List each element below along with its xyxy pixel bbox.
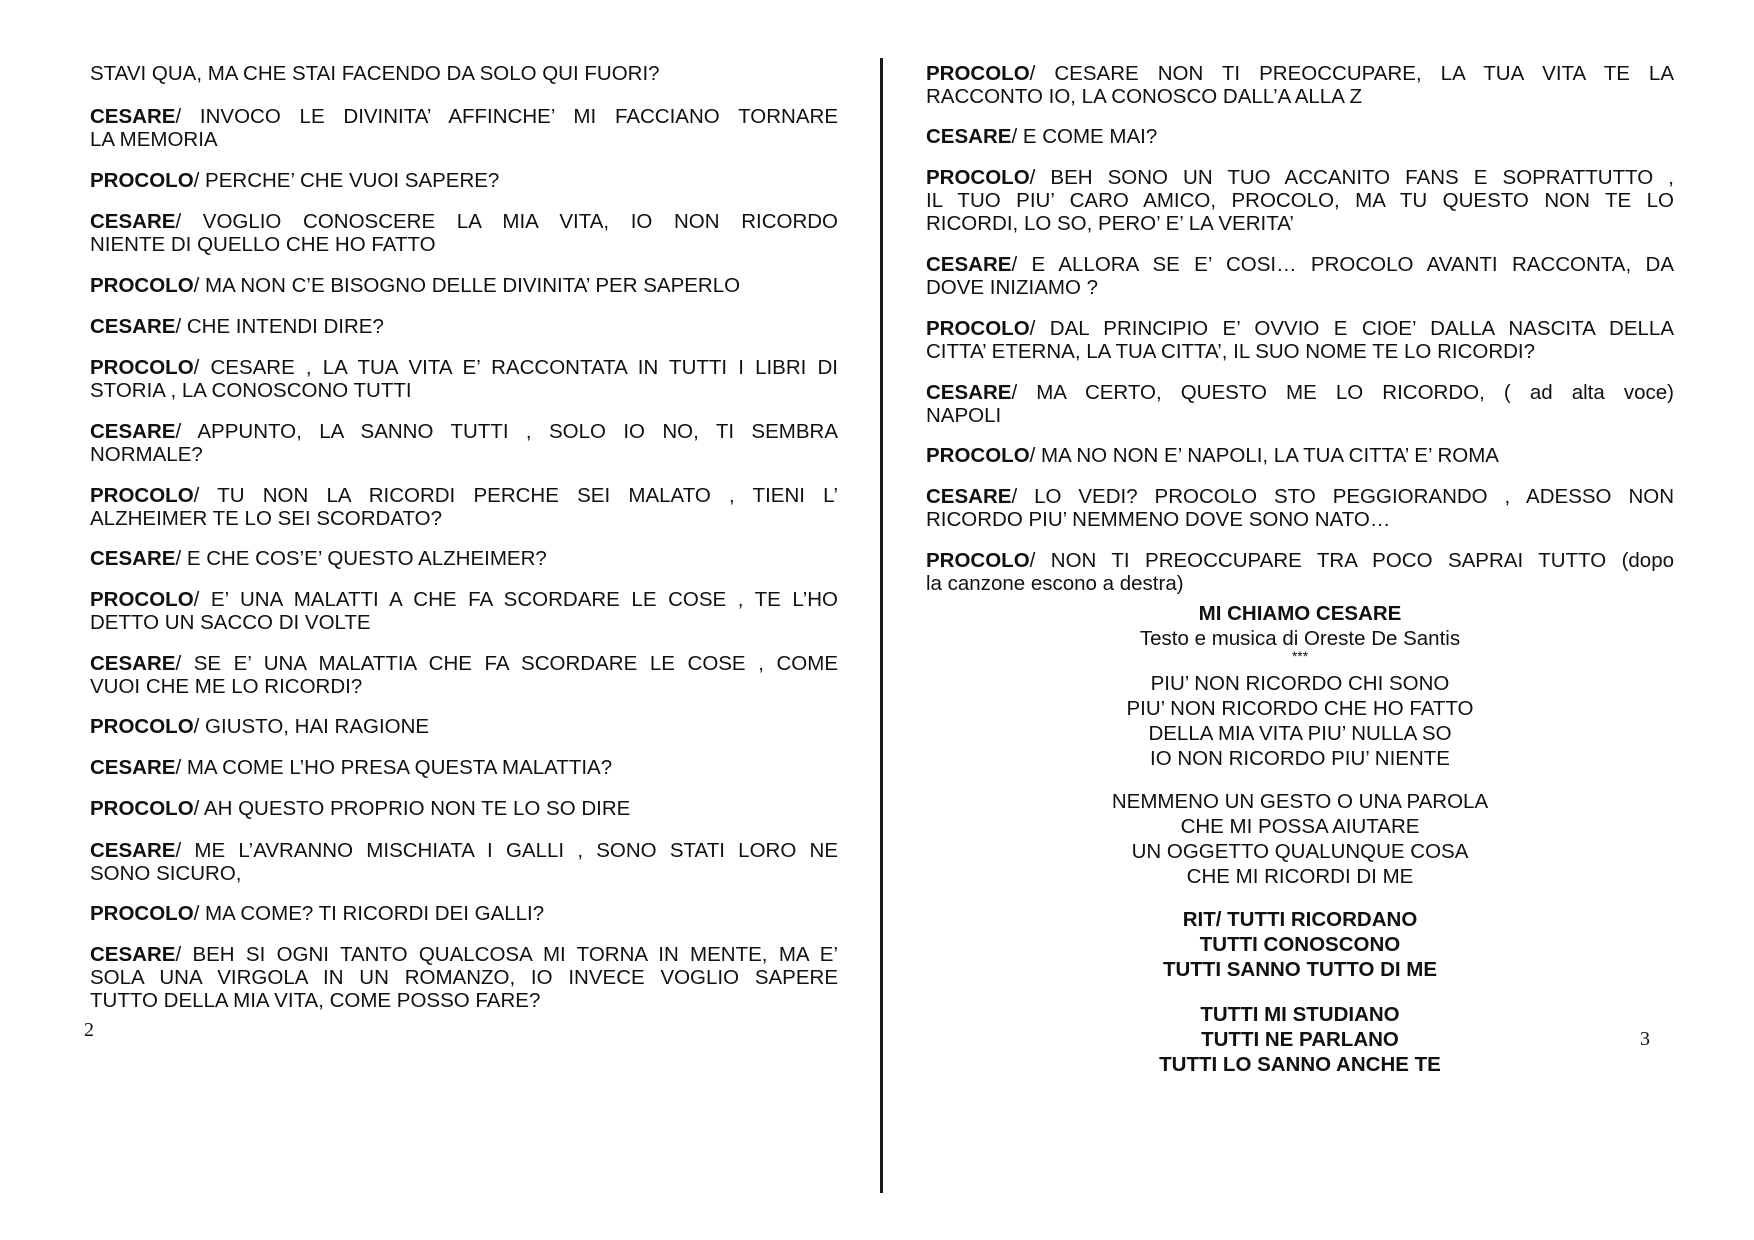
speaker-name: PROCOLO [90,356,194,379]
script-line: STAVI QUA, MA CHE STAI FACENDO DA SOLO QUI FUORI? [90,62,660,85]
speaker-name: CESARE [90,210,176,233]
script-line: CESARE/ E CHE COS’E’ QUESTO ALZHEIMER? [90,547,547,570]
speaker-name: CESARE [90,943,176,966]
speaker-name: PROCOLO [926,444,1030,467]
script-line: PROCOLO/ CESARE , LA TUA VITA E’ RACCONTATA IN TUTTI I LIBRI DI [90,356,838,379]
speaker-name: PROCOLO [926,549,1030,572]
song-separator: *** [1291,648,1309,664]
script-line: PROCOLO/ E’ UNA MALATTI A CHE FA SCORDARE LE COSE , TE L’HO [90,588,838,611]
speaker-name: CESARE [926,253,1012,276]
song-line: TUTTI SANNO TUTTO DI ME [1162,958,1438,981]
speaker-name: PROCOLO [926,62,1030,85]
script-line: CITTA’ ETERNA, LA TUA CITTA’, IL SUO NOME TE LO RICORDI? [926,340,1536,363]
script-line: la canzone escono a destra) [926,572,1184,595]
script-line: CESARE/ BEH SI OGNI TANTO QUALCOSA MI TORNA IN MENTE, MA E’ [90,943,838,966]
script-line: PROCOLO/ NON TI PREOCCUPARE TRA POCO SAPRAI TUTTO (dopo [926,549,1674,572]
script-line: NORMALE? [90,443,203,466]
script-line: NIENTE DI QUELLO CHE HO FATTO [90,233,436,256]
script-line: NAPOLI [926,404,1002,427]
script-line: PROCOLO/ MA NON C’E BISOGNO DELLE DIVINITA’ PER SAPERLO [90,274,741,297]
speaker-name: CESARE [90,652,176,675]
song-block [926,601,1674,1077]
song-title: MI CHIAMO CESARE [1198,602,1402,625]
script-line: PROCOLO/ MA COME? TI RICORDI DEI GALLI? [90,902,545,925]
song-line: TUTTI NE PARLANO [1201,1028,1399,1051]
song-line: RIT/ TUTTI RICORDANO [1182,908,1418,931]
speaker-name: PROCOLO [90,797,194,820]
script-line: SONO SICURO, [90,862,242,885]
script-line: CESARE/ VOGLIO CONOSCERE LA MIA VITA, IO NON RICORDO [90,210,838,233]
speaker-name: CESARE [90,839,176,862]
song-line: NEMMENO UN GESTO O UNA PAROLA [1111,790,1489,813]
script-line: IL TUO PIU’ CARO AMICO, PROCOLO, MA TU QUESTO NON TE LO [926,189,1674,212]
song-line: TUTTI MI STUDIANO [1200,1003,1400,1026]
speaker-name: CESARE [926,125,1012,148]
speaker-name: CESARE [90,420,176,443]
script-line: STORIA , LA CONOSCONO TUTTI [90,379,412,402]
script-line: PROCOLO/ DAL PRINCIPIO E’ OVVIO E CIOE’ DALLA NASCITA DELLA [926,317,1674,340]
speaker-name: PROCOLO [90,274,194,297]
song-line: PIU’ NON RICORDO CHI SONO [1150,672,1450,695]
song-line: IO NON RICORDO PIU’ NIENTE [1150,747,1450,770]
page-number: 2 [84,1019,94,1041]
script-line: CESARE/ ME L’AVRANNO MISCHIATA I GALLI , SONO STATI LORO NE [90,839,838,862]
speaker-name: PROCOLO [926,317,1030,340]
speaker-name: CESARE [926,485,1012,508]
song-line: DELLA MIA VITA PIU’ NULLA SO [1148,722,1452,745]
song-line: CHE MI POSSA AIUTARE [1180,815,1420,838]
script-line: CESARE/ CHE INTENDI DIRE? [90,315,384,338]
script-line: PROCOLO/ TU NON LA RICORDI PERCHE SEI MALATO , TIENI L’ [90,484,838,507]
script-line: RACCONTO IO, LA CONOSCO DALL’A ALLA Z [926,85,1362,108]
speaker-name: PROCOLO [90,902,194,925]
speaker-name: CESARE [90,547,176,570]
speaker-name: CESARE [90,105,176,128]
script-line: PROCOLO/ MA NO NON E’ NAPOLI, LA TUA CITTA’ E’ ROMA [926,444,1499,467]
script-line: TUTTO DELLA MIA VITA, COME POSSO FARE? [90,989,541,1012]
song-line: TUTTI CONOSCONO [1199,933,1401,956]
script-line: PROCOLO/ PERCHE’ CHE VUOI SAPERE? [90,169,500,192]
speaker-name: CESARE [90,756,176,779]
speaker-name: CESARE [90,315,176,338]
script-line: DOVE INIZIAMO ? [926,276,1098,299]
script-line: VUOI CHE ME LO RICORDI? [90,675,363,698]
script-line: PROCOLO/ BEH SONO UN TUO ACCANITO FANS E SOPRATTUTTO , [926,166,1674,189]
speaker-name: PROCOLO [926,166,1030,189]
script-line: CESARE/ INVOCO LE DIVINITA’ AFFINCHE’ MI FACCIANO TORNARE [90,105,838,128]
script-line: CESARE/ E ALLORA SE E’ COSI… PROCOLO AVANTI RACCONTA, DA [926,253,1674,276]
script-line: CESARE/ LO VEDI? PROCOLO STO PEGGIORANDO , ADESSO NON [926,485,1674,508]
song-line: PIU’ NON RICORDO CHE HO FATTO [1126,697,1474,720]
script-line: RICORDO PIU’ NEMMENO DOVE SONO NATO… [926,508,1391,531]
script-line: CESARE/ MA COME L’HO PRESA QUESTA MALATTIA? [90,756,613,779]
speaker-name: CESARE [926,381,1012,404]
speaker-name: PROCOLO [90,588,194,611]
script-line: CESARE/ SE E’ UNA MALATTIA CHE FA SCORDARE LE COSE , COME [90,652,838,675]
script-line: DETTO UN SACCO DI VOLTE [90,611,371,634]
song-line: CHE MI RICORDI DI ME [1186,865,1414,888]
script-line: CESARE/ APPUNTO, LA SANNO TUTTI , SOLO IO NO, TI SEMBRA [90,420,838,443]
page-number: 3 [1640,1028,1650,1050]
song-line: TUTTI LO SANNO ANCHE TE [1159,1053,1441,1076]
page-divider [880,58,883,1193]
speaker-name: PROCOLO [90,484,194,507]
script-line: RICORDI, LO SO, PERO’ E’ LA VERITA’ [926,212,1294,235]
song-line: UN OGGETTO QUALUNQUE COSA [1131,840,1469,863]
song-credit: Testo e musica di Oreste De Santis [1139,627,1461,650]
script-line: PROCOLO/ GIUSTO, HAI RAGIONE [90,715,430,738]
script-line: ALZHEIMER TE LO SEI SCORDATO? [90,507,443,530]
script-line: SOLA UNA VIRGOLA IN UN ROMANZO, IO INVECE VOGLIO SAPERE [90,966,838,989]
script-line: LA MEMORIA [90,128,218,151]
script-line: PROCOLO/ AH QUESTO PROPRIO NON TE LO SO DIRE [90,797,631,820]
speaker-name: PROCOLO [90,169,194,192]
script-line: CESARE/ E COME MAI? [926,125,1158,148]
script-line: PROCOLO/ CESARE NON TI PREOCCUPARE, LA TUA VITA TE LA [926,62,1674,85]
script-line: CESARE/ MA CERTO, QUESTO ME LO RICORDO, ( ad alta voce) [926,381,1674,404]
speaker-name: PROCOLO [90,715,194,738]
